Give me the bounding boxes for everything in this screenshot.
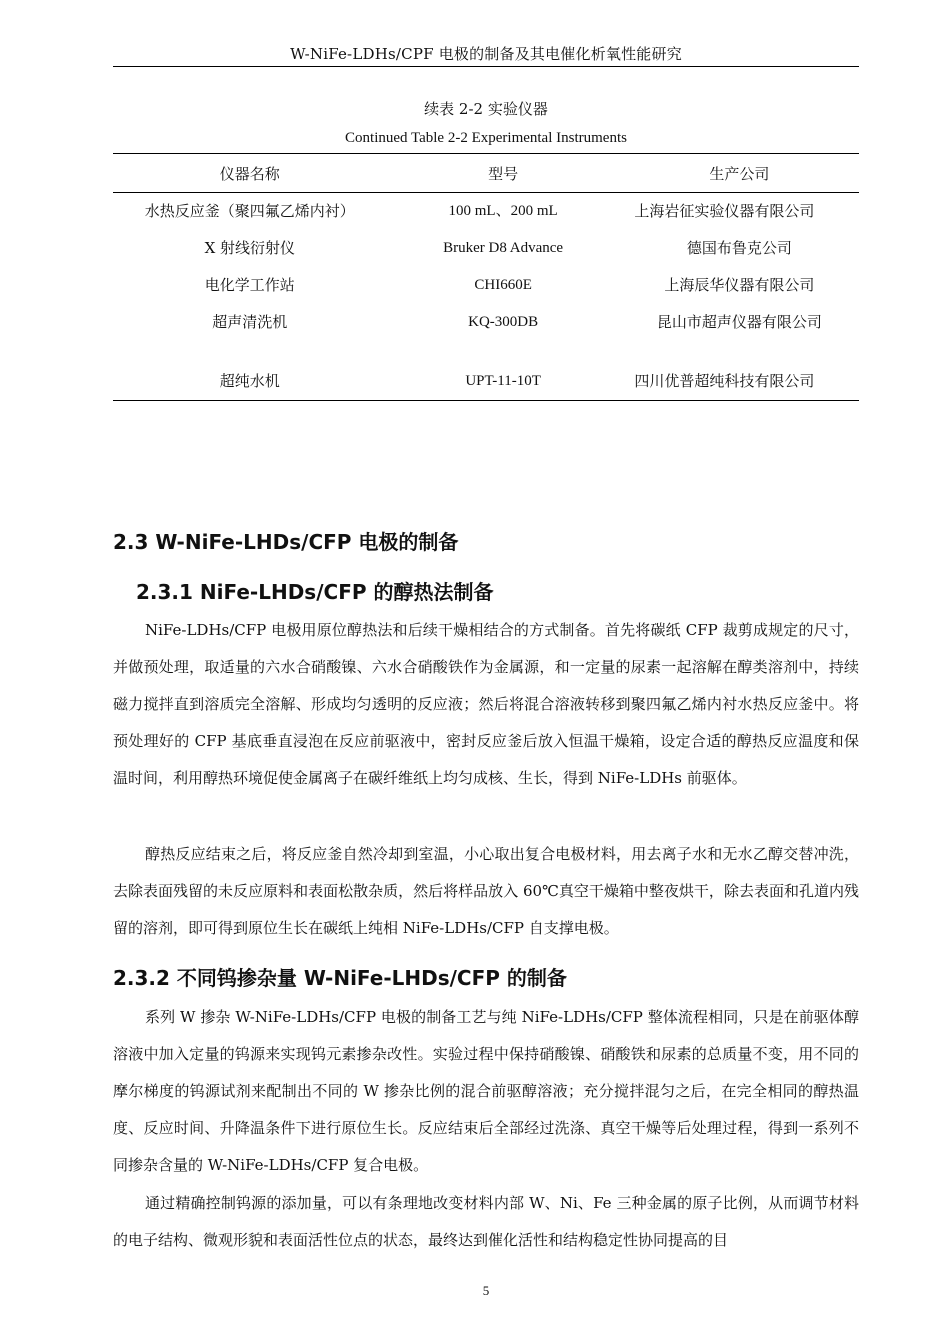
instrument-model: KQ-300DB bbox=[468, 314, 539, 330]
page-number: 5 bbox=[482, 1283, 490, 1298]
instrument-company: 上海辰华仪器有限公司 bbox=[664, 276, 815, 294]
header-rule bbox=[113, 66, 859, 67]
table-caption-en: Continued Table 2-2 Experimental Instruments bbox=[345, 130, 627, 146]
instrument-company: 德国布鲁克公司 bbox=[686, 239, 792, 257]
instrument-company: 上海岩征实验仪器有限公司 bbox=[634, 202, 815, 220]
table-row bbox=[113, 230, 859, 267]
column-header-name: 仪器名称 bbox=[113, 154, 387, 193]
instrument-model: CHI660E bbox=[474, 277, 532, 293]
instrument-name: 超纯水机 bbox=[113, 341, 387, 401]
instrument-model: 100 mL、200 mL bbox=[448, 203, 558, 219]
instrument-name: 电化学工作站 bbox=[204, 276, 295, 294]
instrument-model: UPT-11-10T bbox=[387, 341, 620, 401]
instrument-company-cell bbox=[620, 193, 859, 231]
paragraph: NiFe-LDHs/CFP 电极用原位醇热法和后续干燥相结合的方式制备。首先将碳纸 CFP 裁剪成规定的尺寸，并做预处理，取适量的六水合硝酸镍、六水合硝酸铁作为金属源，和一定量的尿素一起溶解在醇类溶剂中，持续磁力搅拌直到溶质完全溶解、形成均匀透明的反应液；然后将混合溶液转移到聚四氟乙烯内衬水热反应釜中。将预处理好的 CFP 基底垂直浸泡在反应前驱液中，密封反应釜后放入恒温干燥箱，设定合适的醇热反应温度和保温时间，利用醇热环境促使金属离子在碳纤维纸上均匀成核、生长，得到 NiFe-LDHs 前驱体。 bbox=[113, 621, 859, 787]
section-heading-2-3-2: 2.3.2 不同钨掺杂量 W-NiFe-LHDs/CFP 的制备 bbox=[113, 966, 567, 990]
section-heading-2-3: 2.3 W-NiFe-LHDs/CFP 电极的制备 bbox=[113, 530, 459, 554]
table-caption-cn: 续表 2-2 实验仪器 bbox=[424, 100, 548, 118]
table-row bbox=[113, 341, 859, 401]
instrument-company: 昆山市超声仪器有限公司 bbox=[656, 313, 822, 331]
instrument-name: 超声清洗机 bbox=[212, 313, 288, 331]
table-row bbox=[113, 267, 859, 304]
instrument-name-cell bbox=[113, 193, 387, 231]
paragraph: 通过精确控制钨源的添加量，可以有条理地改变材料内部 W、Ni、Fe 三种金属的原子比例，从而调节材料的电子结构、微观形貌和表面活性位点的状态，最终达到催化活性和结构稳定性协同提高的目 bbox=[113, 1194, 859, 1249]
paragraph: 醇热反应结束之后，将反应釜自然冷却到室温，小心取出复合电极材料，用去离子水和无水乙醇交替冲洗，去除表面残留的未反应原料和表面松散杂质，然后将样品放入 60℃真空干燥箱中整夜烘干，除去表面和孔道内残留的溶剂，即可得到原位生长在碳纸上纯相 NiFe-LDHs/CFP 自支撑电极。 bbox=[113, 845, 859, 937]
instrument-company-cell bbox=[620, 341, 859, 401]
instrument-name: X 射线衍射仪 bbox=[204, 239, 296, 257]
instrument-company: 四川优普超纯科技有限公司 bbox=[634, 372, 815, 390]
paragraph: 系列 W 掺杂 W-NiFe-LDHs/CFP 电极的制备工艺与纯 NiFe-LDHs/CFP 整体流程相同，只是在前驱体醇溶液中加入定量的钨源来实现钨元素掺杂改性。实验过程中保持硝酸镍、硝酸铁和尿素的总质量不变，用不同的摩尔梯度的钨源试剂来配制出不同的 W 掺杂比例的混合前驱醇溶液；充分搅拌混匀之后，在完全相同的醇热温度、反应时间、升降温条件下进行原位生长。反应结束后全部经过洗涤、真空干燥等后处理过程，得到一系列不同掺杂含量的 W-NiFe-LDHs/CFP 复合电极。 bbox=[113, 1008, 859, 1174]
instruments-table bbox=[113, 153, 859, 401]
table-header-row bbox=[113, 154, 859, 193]
instrument-model: Bruker D8 Advance bbox=[443, 240, 564, 256]
table-row bbox=[113, 304, 859, 341]
table-row bbox=[113, 193, 859, 231]
instrument-name: 水热反应釜（聚四氟乙烯内衬） bbox=[144, 202, 355, 220]
column-header-model: 型号 bbox=[387, 154, 620, 193]
section-heading-2-3-1: 2.3.1 NiFe-LHDs/CFP 的醇热法制备 bbox=[136, 580, 494, 604]
column-header-company: 生产公司 bbox=[620, 154, 859, 193]
running-header: W-NiFe-LDHs/CPF 电极的制备及其电催化析氧性能研究 bbox=[290, 45, 682, 63]
